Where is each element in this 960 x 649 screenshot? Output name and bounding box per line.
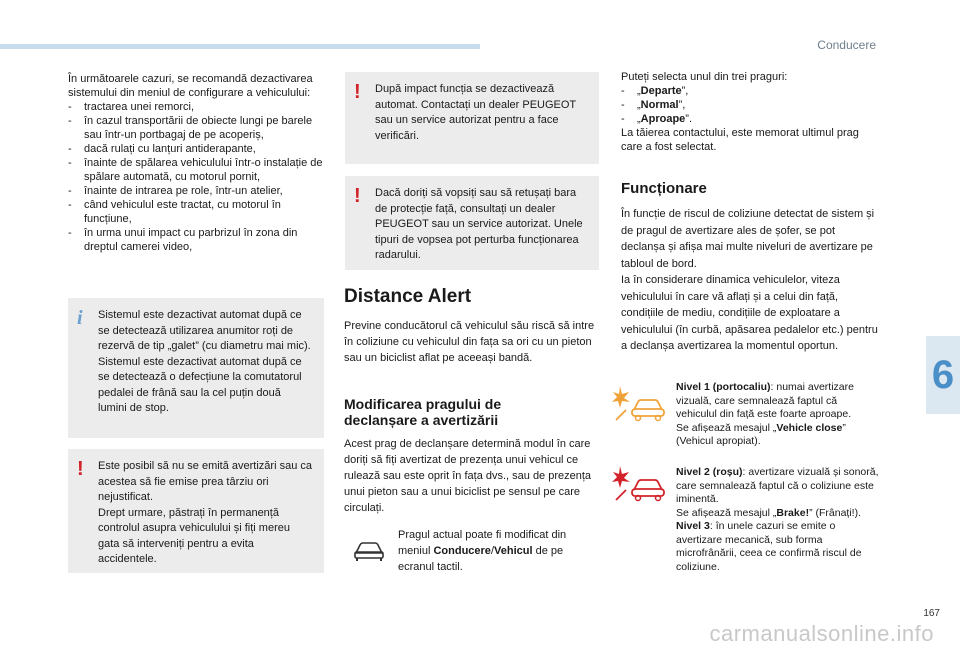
level1-msg: Se afișează mesajul „ xyxy=(676,421,777,434)
threshold-body: Acest prag de declanșare determină modul în care doriți să fiți avertizat de prezența unui vehicul ce rulează sau este oprit în fața dvs., sau de prezența unui pieton sau a unui biciclist pe sensul pe care circulați. xyxy=(344,438,592,514)
collision-warning-red-icon xyxy=(612,464,668,504)
col1-intro: În următoarele cazuri, se recomandă dezactivarea sistemului din meniul de configurare a vehiculului: xyxy=(68,73,313,99)
option-departe: - „Departe”, xyxy=(621,84,879,98)
memo-text: La tăierea contactului, este memorat ultimul prag care a fost selectat. xyxy=(621,127,859,153)
threshold-note-text: de pe ecranul tactil. xyxy=(398,545,564,573)
option-word: Aproape xyxy=(640,113,686,125)
separator: / xyxy=(490,545,494,557)
list-item: - dacă rulați cu lanțuri antiderapante, xyxy=(68,142,324,156)
warning-note-impact xyxy=(345,72,599,164)
level2-text xyxy=(676,466,880,574)
level2-msg-bold: Brake! xyxy=(776,506,810,519)
list-item: - în urma unui impact cu parbrizul în zona din dreptul camerei video, xyxy=(68,226,324,254)
functionare-title: Funcționare xyxy=(621,180,707,197)
option-normal: - „Normal”, xyxy=(621,98,879,112)
warning-note-text: După impact funcția se dezactivează automat. Contactați un dealer PEUGEOT sau un service autorizat pentru a face verificări. xyxy=(375,83,576,142)
collision-warning-orange-icon xyxy=(612,384,668,424)
col3-options xyxy=(621,70,879,154)
list-item: - înainte de intrarea pe role, într-un atelier, xyxy=(68,184,324,198)
warning-icon: ! xyxy=(354,81,361,103)
warning-icon: ! xyxy=(77,458,84,480)
col1-list xyxy=(68,100,324,254)
threshold-subtitle-line1: Modificarea pragului de xyxy=(344,396,502,412)
warning-icon: ! xyxy=(354,185,361,207)
functionare-body: În funcție de riscul de coliziune detectat de sistem și de pragul de avertizare ales de șofer, se pot declanșa și afișa mai multe niveluri de avertizare pe tabloul de bord. Ia în considerare dinamica vehiculelor, viteza vehiculului în care vă aflați și a celui din față, condițiile de mediu, condițiile de exploatare a vehiculului (în curbă, apăsarea pedalelor etc.) pentru a declanșa avertizarea la momentul oportun. xyxy=(621,208,878,352)
car-icon xyxy=(352,538,388,566)
info-icon: i xyxy=(77,307,83,329)
info-note-text: Sistemul este dezactivat automat după ce se detectează utilizarea anumitor roți de rezervă de tip „galet” (cu diametru mai mic). Sistemul este dezactivat automat după ce se detectează o defecțiune la comutatorul pedalei de frână sau la cel puțin două lumini de stop. xyxy=(98,309,311,414)
level3-title: Nivel 3 xyxy=(676,520,710,532)
level2-desc: : avertizare vizuală și sonoră, care semnalează faptul că o coliziune este iminentă. xyxy=(676,466,879,505)
level1-text xyxy=(676,381,880,449)
col1-text xyxy=(68,72,324,254)
watermark: carmanualsonline.info xyxy=(709,621,934,646)
level1-desc: : numai avertizare vizuală, care semnalează faptul că vehiculul din față este foarte aproape. xyxy=(676,381,854,420)
menu-vehicul: Vehicul xyxy=(494,545,533,557)
distance-alert-title: Distance Alert xyxy=(344,286,472,307)
options-list xyxy=(621,84,879,126)
page-number: 167 xyxy=(923,608,940,619)
threshold-note-text: Pragul actual poate fi modificat din meniul xyxy=(398,529,567,557)
list-item: - înainte de spălarea vehiculului într-o instalație de spălare automată, cu motorul pornit, xyxy=(68,156,324,184)
warning-note-text: Dacă doriți să vopsiți sau să retușați bara de protecție față, consultați un dealer PEUGEOT sau un service autorizat. Unele tipuri de vopsea pot perturba funcționarea radarului. xyxy=(375,187,583,261)
option-word: Normal xyxy=(640,99,679,111)
menu-conducere: Conducere xyxy=(433,545,491,557)
section-title: Conducere xyxy=(817,38,876,52)
option-aproape: - „Aproape”. xyxy=(621,112,879,126)
level2-title: Nivel 2 (roșu) xyxy=(676,466,743,478)
list-item: - în cazul transportării de obiecte lungi pe barele sau într-un portbagaj de pe acoperiș, xyxy=(68,114,324,142)
warning-note-paint xyxy=(345,176,599,270)
level3-desc: : în unele cazuri se emite o avertizare mecanică, sub forma microfrânării, ceea ce confirmă riscul de coliziune. xyxy=(676,520,862,573)
header-bar xyxy=(0,44,480,49)
level2-msg: Se afișează mesajul „ xyxy=(676,506,777,519)
choose-text: Puteți selecta unul din trei praguri: xyxy=(621,71,788,83)
info-note xyxy=(68,298,324,438)
list-item: - tractarea unei remorci, xyxy=(68,100,324,114)
level1-msg-bold: Vehicle close xyxy=(776,421,843,434)
chapter-tab: 6 xyxy=(926,336,960,414)
threshold-note xyxy=(398,527,598,575)
level1-msg: ” (Vehicul apropiat). xyxy=(676,421,846,447)
threshold-subtitle xyxy=(344,396,598,428)
level2-msg: ” (Frânați!). xyxy=(809,506,861,519)
distance-alert-body: Previne conducătorul că vehiculul său riscă să intre în coliziune cu vehiculul din fața sa ori cu un pieton sau un biciclist aflat pe aceeași bandă. xyxy=(344,320,595,364)
warning-note-text: Este posibil să nu se emită avertizări sau ca acestea să fie emise prea târziu ori nejustificat. Drept urmare, păstrați în permanență controlul asupra vehiculului și fiți mereu gata să interveniți pentru a evita accidentele. xyxy=(98,460,312,565)
list-item: - când vehiculul este tractat, cu motorul în funcțiune, xyxy=(68,198,324,226)
threshold-subtitle-line2: declanșare a avertizării xyxy=(344,412,499,428)
warning-note xyxy=(68,449,324,573)
level1-title: Nivel 1 (portocaliu) xyxy=(676,381,771,393)
option-word: Departe xyxy=(640,85,682,97)
